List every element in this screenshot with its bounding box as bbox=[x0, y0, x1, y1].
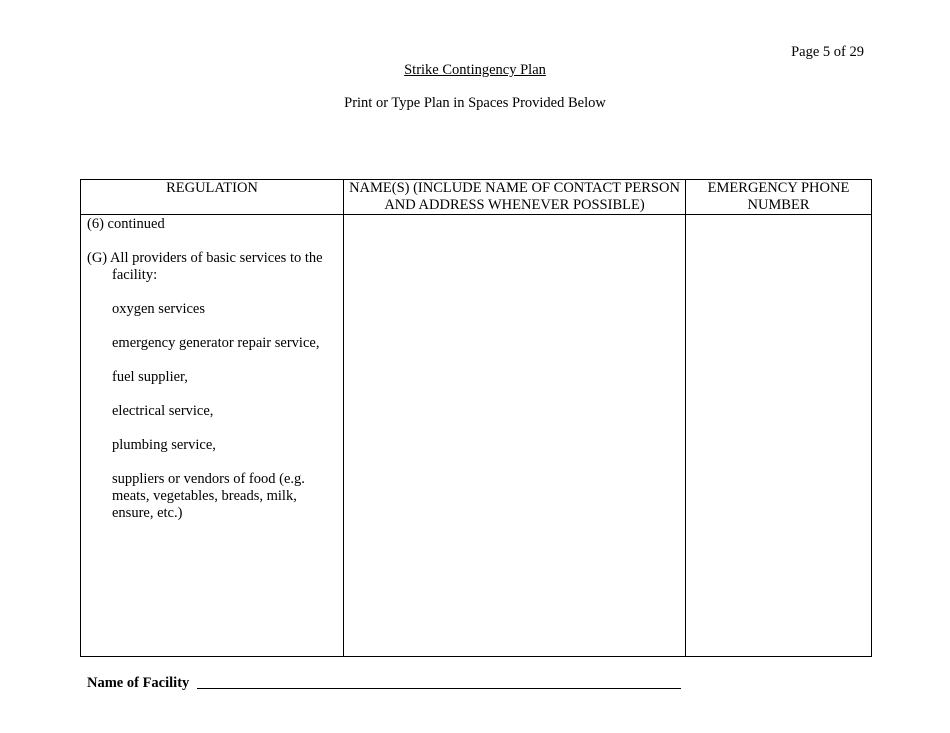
facility-name-label: Name of Facility bbox=[87, 675, 190, 691]
table-header-row bbox=[81, 180, 872, 215]
service-item: fuel supplier, bbox=[112, 369, 188, 385]
column-header-names: NAME(S) (INCLUDE NAME OF CONTACT PERSON AND ADDRESS WHENEVER POSSIBLE) bbox=[344, 180, 686, 215]
names-entry-cell[interactable] bbox=[344, 215, 686, 657]
facility-name-row bbox=[87, 673, 681, 692]
regulation-item-g: (G) All providers of basic services to the facility: bbox=[87, 250, 323, 283]
document-title bbox=[0, 62, 950, 79]
contingency-plan-table bbox=[80, 179, 872, 657]
service-item: electrical service, bbox=[112, 403, 214, 419]
document-instruction: Print or Type Plan in Spaces Provided Below bbox=[344, 95, 606, 111]
table-row bbox=[81, 215, 872, 657]
service-item: oxygen services bbox=[112, 301, 206, 317]
regulation-cell bbox=[81, 215, 344, 657]
regulation-continued: (6) continued bbox=[87, 216, 165, 232]
phone-entry-cell[interactable] bbox=[686, 215, 872, 657]
column-header-phone: EMERGENCY PHONE NUMBER bbox=[686, 180, 872, 215]
facility-name-field[interactable] bbox=[197, 673, 681, 689]
page-number: Page 5 of 29 bbox=[791, 44, 864, 60]
column-header-regulation: REGULATION bbox=[81, 180, 344, 215]
service-item: suppliers or vendors of food (e.g. meats, vegetables, breads, milk, ensure, etc.) bbox=[112, 471, 305, 521]
service-item: plumbing service, bbox=[112, 437, 216, 453]
service-item: emergency generator repair service, bbox=[112, 335, 320, 351]
document-title-text: Strike Contingency Plan bbox=[404, 62, 546, 78]
